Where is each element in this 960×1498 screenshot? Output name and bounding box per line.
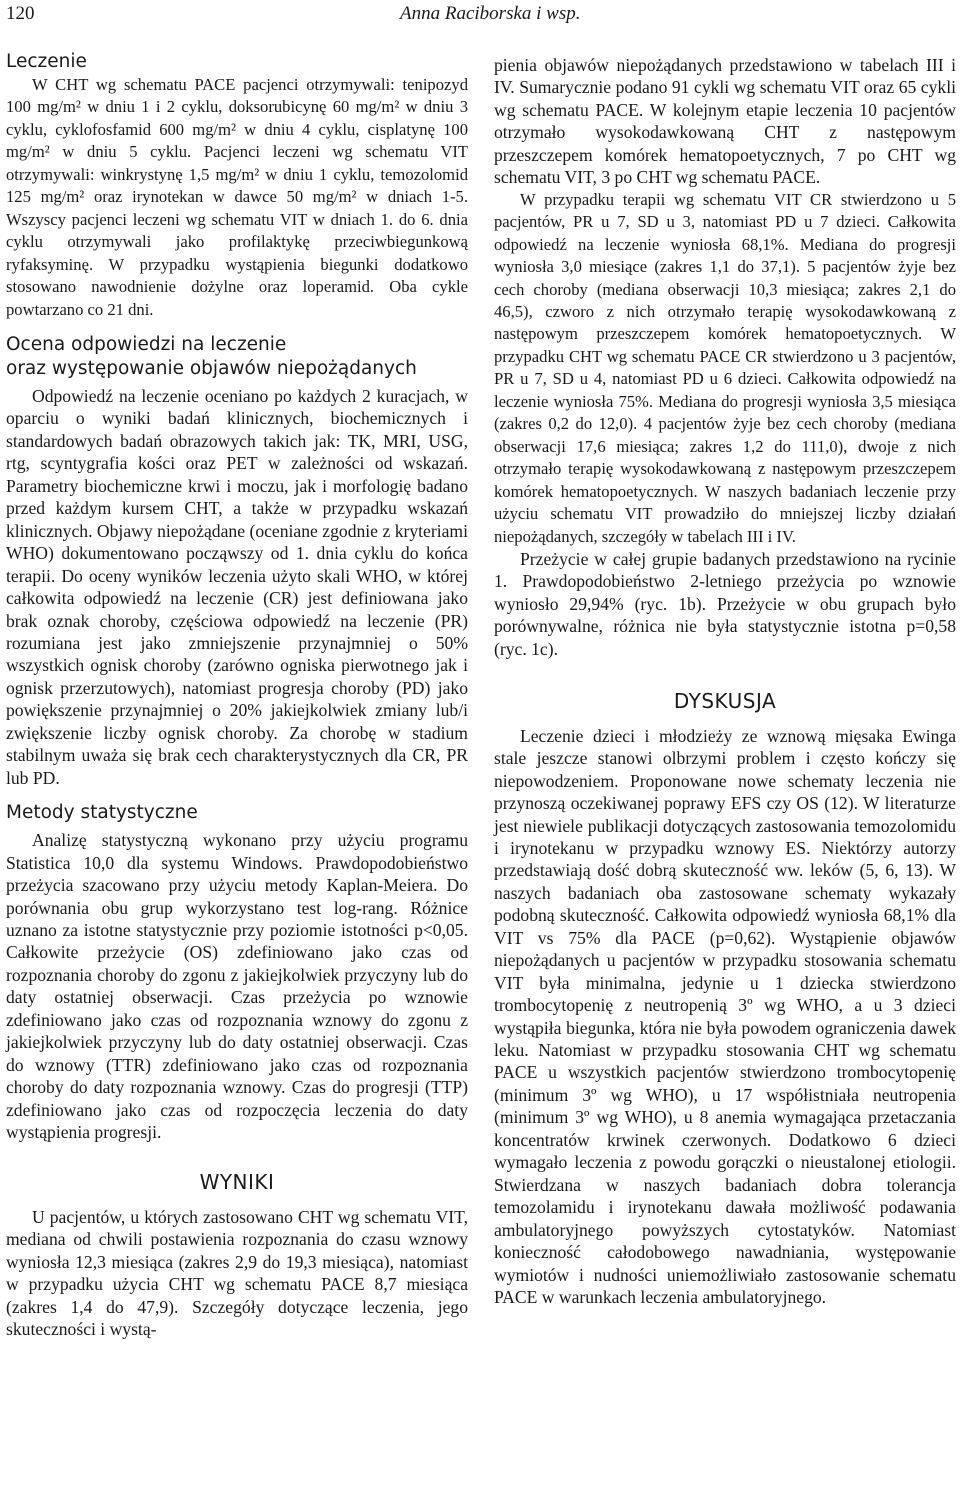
page-number: 120	[6, 3, 35, 24]
page-header	[0, 0, 960, 30]
ocena-paragraph: Odpowiedź na leczenie oceniano po każdych 2 kuracjach, w oparciu o wyniki badań klinicznych, biochemicznych i standardowych badań obrazowych takich jak: TK, MRI, USG, rtg, scyntygrafia kości oraz PET w zależności od wskazań. Parametry biochemiczne krwi i moczu, jak i morfologię badano przed każdym kursem CHT, a także w przypadku wskazań klinicznych. Objawy niepożądane (oceniane zgodnie z kryteriami WHO) dokumentowano począwszy od 1. dnia cyklu do końca terapii. Do oceny wyników leczenia użyto skali WHO, w której całkowita odpowiedź na leczenie (CR) jest definiowana jako brak oznak choroby, częściowa odpowiedź na leczenie (PR) rozumiana jest jako zmniejszenie przynajmniej o 50% wszystkich ognisk choroby (zarówno ogniska pierwotnego jak i ognisk przerzutowych), natomiast progresja choroby (PD) jako powiększenie przynajmniej o 20% jakiejkolwiek zmiany lub/i zwiększenie liczby ognisk choroby. Za chorobę w stadium stabilnym uważa się brak cech charakterystycznych dla CR, PR lub PD.	[6, 385, 468, 788]
wyniki-paragraph-2: W przypadku terapii wg schematu VIT CR stwierdzono u 5 pacjentów, PR u 7, SD u 3, natomiast PD u 7 dzieci. Całkowita odpowiedź na leczenie wyniosła 68,1%. Mediana do progresji wyniosła 3,0 miesiące (zakres 1,1 do 37,1). 5 pacjentów żyje bez cech choroby (mediana obserwacji 10,3 miesiąca; zakres 2,1 do 46,5), czworo z nich otrzymało terapię wysokodawkowaną z następowym przeszczepem komórek hematopoetycznych. W przypadku CHT wg schematu PACE CR stwierdzono u 3 pacjentów, PR u 7, SD u 4, natomiast PD u 6 dzieci. Całkowita odpowiedź na leczenie wyniosła 75%. Mediana do progresji wyniosła 3,5 miesiąca (zakres 0,2 do 12,0). 4 pacjentów żyje bez cech choroby (mediana obserwacji 17,6 miesiąca; zakres 1,2 do 111,0), dwoje z nich otrzymało terapię wysokodawkowaną z następowym przeszczepem komórek hematopoetycznych. W naszych badaniach leczenie przy użyciu schematu VIT prowadziło do mniejszej liczby działań niepożądanych, szczegóły w tabelach III i IV.	[494, 189, 956, 546]
right-column	[494, 54, 956, 1308]
left-column	[6, 50, 468, 1341]
metody-paragraph: Analizę statystyczną wykonano przy użyciu programu Statistica 10,0 dla systemu Windows. Prawdopodobieństwo przeżycia szacowano przy użyciu metody Kaplan-Meiera. Do porównania obu grup wykorzystano test log-rang. Różnice uznano za istotne statystycznie przy poziomie istotności p<0,05. Całkowite przeżycie (OS) zdefiniowano jako czas od rozpoznania choroby do zgonu z jakiejkolwiek przyczyny lub do daty ostatniej obserwacji. Czas przeżycia po wznowie zdefiniowano jako czas od rozpoznania wznowy do zgonu z jakiejkolwiek przyczyny lub do daty ostatniej obserwacji. Czas do wznowy (TTR) zdefiniowano jako czas od rozpoznania choroby do daty rozpoznania wznowy. Czas do progresji (TTP) zdefiniowano jako czas od rozpoczęcia leczenia do daty wystąpienia progresji.	[6, 830, 468, 1143]
section-heading-leczenie: Leczenie	[6, 51, 87, 72]
wyniki-paragraph-1-continued: pienia objawów niepożądanych przedstawiono w tabelach III i IV. Sumarycznie podano 91 cykli wg schematu VIT oraz 65 cykli wg schematu PACE. W kolejnym etapie leczenia 10 pacjentów otrzymało wysokodawkowaną CHT z następowym przeszczepem komórek hematopoetycznych, 7 po CHT wg schematu VIT, 3 po CHT wg schematu PACE.	[494, 55, 956, 188]
wyniki-paragraph-1: U pacjentów, u których zastosowano CHT wg schematu VIT, mediana od chwili postawienia rozpoznania do czasu wznowy wyniosła 12,3 miesiąca (zakres 2,9 do 19,3 miesiąca), natomiast w przypadku użycia CHT wg schematu PACE 8,7 miesiąca (zakres 1,4 do 47,9). Szczegóły dotyczące leczenia, jego skuteczności i wystą-	[6, 1206, 468, 1340]
section-heading-wyniki: WYNIKI	[199, 1170, 275, 1195]
section-heading-dyskusja: DYSKUSJA	[673, 689, 777, 714]
dyskusja-paragraph: Leczenie dzieci i młodzieży ze wznową mięsaka Ewinga stale jeszcze stanowi olbrzymi problem i często kończy się niepowodzeniem. Proponowane nowe schematy leczenia nie przynoszą oczekiwanej poprawy EFS czy OS (12). W literaturze jest niewiele publikacji dotyczących zastosowania temozolomidu i irynotekanu w przypadku wznowy ES. Niektórzy autorzy przedstawiają dość dobrą skuteczność ww. leków (5, 6, 13). W naszych badaniach oba zastosowane schematy wykazały podobną skuteczność. Całkowita odpowiedź wyniosła 68,1% dla VIT vs 75% dla PACE (p=0,62). Wystąpienie objawów niepożądanych u pacjentów w przypadku stosowania schematu VIT była minimalna, jedynie u 1 dziecka stwierdzono trombocytopenię z neutropenią 3º wg WHO, a u 3 dzieci wystąpiła biegunka, która nie była powodem ograniczenia dawek leku. Natomiast w przypadku stosowania CHT wg schematu PACE u wszystkich pacjentów stwierdzono trombocytopenię (minimum 3º wg WHO), u 17 współistniała neutropenia (minimum 3º wg WHO), u 8 anemia wymagająca przetaczania koncentratów krwinek czerwonych. Dodatkowo 6 dzieci wymagało leczenia z powodu gorączki o nieustalonej etiologii. Stwierdzana w naszych badaniach dobra tolerancja temozolamidu i irynotekanu dawała możliwość podawania ambulatoryjnego powyższych cytostatyków. Natomiast konieczność całodobowego nawadniania, występowanie wymiotów i nudności uniemożliwiało zastosowanie schematu PACE w warunkach leczenia ambulatoryjnego.	[494, 725, 956, 1308]
leczenie-paragraph: W CHT wg schematu PACE pacjenci otrzymywali: tenipozyd 100 mg/m² w dniu 1 i 2 cyklu, doksorubicynę 60 mg/m² w dniu 3 cyklu, cyklofosfamid 600 mg/m² w dniu 4 cyklu, cisplatynę 100 mg/m² w dniu 5 cyklu. Pacjenci leczeni wg schematu VIT otrzymywali: winkrystynę 1,5 mg/m² w dniu 1 cyklu, temozolomid 125 mg/m² oraz irynotekan w dawce 50 mg/m² w dniach 1-5. Wszyscy pacjenci leczeni wg schematu VIT w dniach 1. do 6. dnia cyklu otrzymywali jako profilaktykę przeciwbiegunkową ryfaksyminę. W przypadku wystąpienia biegunki dodatkowo stosowano nawodnienie dożylne oraz loperamid. Oba cykle powtarzano co 21 dni.	[6, 75, 468, 319]
ocena-heading-line1: Ocena odpowiedzi na leczenie	[6, 333, 287, 355]
running-head: Anna Raciborska i wsp.	[400, 3, 581, 24]
wyniki-paragraph-3: Przeżycie w całej grupie badanych przedstawiono na rycinie 1. Prawdopodobieństwo 2-letniego przeżycia po wznowie wyniosło 29,94% (ryc. 1b). Przeżycie w obu grupach było porównywalne, różnica nie była statystycznie istotna p=0,58 (ryc. 1c).	[494, 548, 956, 659]
ocena-heading-line2: oraz występowanie objawów niepożądanych	[6, 357, 417, 379]
section-heading-metody: Metody statystyczne	[6, 802, 198, 824]
section-heading-ocena	[6, 333, 468, 381]
